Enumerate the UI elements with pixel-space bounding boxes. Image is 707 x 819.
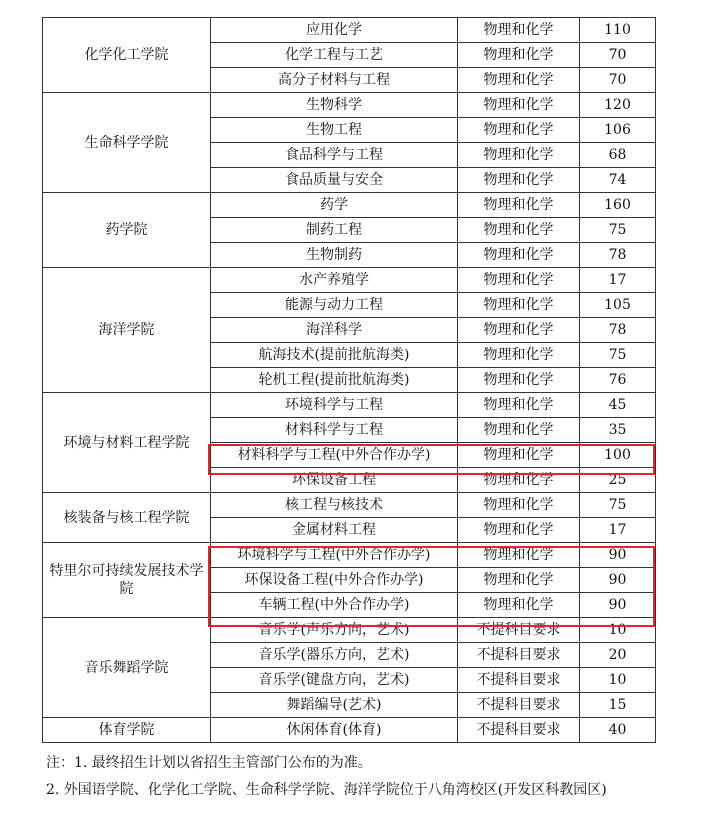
table-row: [43, 268, 656, 293]
subject-requirement: 物理和化学: [458, 568, 580, 593]
enrollment-count: 74: [580, 168, 656, 193]
major-name: 材料科学与工程: [211, 418, 458, 443]
college-name: 音乐舞蹈学院: [43, 618, 211, 718]
subject-requirement: 物理和化学: [458, 168, 580, 193]
subject-requirement: 物理和化学: [458, 343, 580, 368]
enrollment-count: 100: [580, 443, 656, 468]
enrollment-count: 110: [580, 18, 656, 43]
enrollment-count: 75: [580, 218, 656, 243]
major-name: 环保设备工程: [211, 468, 458, 493]
major-name: 环保设备工程(中外合作办学): [211, 568, 458, 593]
enrollment-count: 70: [580, 43, 656, 68]
major-name: 生物制药: [211, 243, 458, 268]
subject-requirement: 物理和化学: [458, 293, 580, 318]
subject-requirement: 不提科目要求: [458, 643, 580, 668]
major-name: 制药工程: [211, 218, 458, 243]
major-name: 环境科学与工程(中外合作办学): [211, 543, 458, 568]
college-name: 环境与材料工程学院: [43, 393, 211, 493]
college-name: 化学化工学院: [43, 18, 211, 93]
subject-requirement: 物理和化学: [458, 468, 580, 493]
major-name: 高分子材料与工程: [211, 68, 458, 93]
subject-requirement: 物理和化学: [458, 193, 580, 218]
subject-requirement: 物理和化学: [458, 218, 580, 243]
college-name: 体育学院: [43, 718, 211, 743]
subject-requirement: 物理和化学: [458, 268, 580, 293]
enrollment-count: 106: [580, 118, 656, 143]
subject-requirement: 物理和化学: [458, 493, 580, 518]
subject-requirement: 物理和化学: [458, 543, 580, 568]
major-name: 音乐学(键盘方向，艺术): [211, 668, 458, 693]
table-row: [43, 543, 656, 568]
college-name: 海洋学院: [43, 268, 211, 393]
major-name: 材料科学与工程(中外合作办学): [211, 443, 458, 468]
enrollment-count: 20: [580, 643, 656, 668]
subject-requirement: 物理和化学: [458, 318, 580, 343]
enrollment-count: 40: [580, 718, 656, 743]
major-name: 能源与动力工程: [211, 293, 458, 318]
major-name: 音乐学(声乐方向，艺术): [211, 618, 458, 643]
enrollment-count: 35: [580, 418, 656, 443]
enrollment-count: 120: [580, 93, 656, 118]
major-name: 生物科学: [211, 93, 458, 118]
major-name: 金属材料工程: [211, 518, 458, 543]
table-row: [43, 493, 656, 518]
enrollment-count: 160: [580, 193, 656, 218]
subject-requirement: 物理和化学: [458, 418, 580, 443]
subject-requirement: 物理和化学: [458, 118, 580, 143]
enrollment-count: 17: [580, 518, 656, 543]
college-name: 药学院: [43, 193, 211, 268]
subject-requirement: 物理和化学: [458, 43, 580, 68]
subject-requirement: 不提科目要求: [458, 693, 580, 718]
table-row: [43, 18, 656, 43]
subject-requirement: 物理和化学: [458, 593, 580, 618]
enrollment-count: 78: [580, 243, 656, 268]
major-name: 应用化学: [211, 18, 458, 43]
major-name: 生物工程: [211, 118, 458, 143]
enrollment-count: 76: [580, 368, 656, 393]
table-row: [43, 618, 656, 643]
major-name: 环境科学与工程: [211, 393, 458, 418]
major-name: 核工程与核技术: [211, 493, 458, 518]
subject-requirement: 物理和化学: [458, 368, 580, 393]
major-name: 化学工程与工艺: [211, 43, 458, 68]
major-name: 食品质量与安全: [211, 168, 458, 193]
subject-requirement: 物理和化学: [458, 443, 580, 468]
footnotes: [46, 750, 607, 804]
major-name: 车辆工程(中外合作办学): [211, 593, 458, 618]
major-name: 航海技术(提前批航海类): [211, 343, 458, 368]
enrollment-count: 105: [580, 293, 656, 318]
subject-requirement: 物理和化学: [458, 143, 580, 168]
table-row: [43, 393, 656, 418]
enrollment-count: 15: [580, 693, 656, 718]
enrollment-count: 17: [580, 268, 656, 293]
subject-requirement: 物理和化学: [458, 93, 580, 118]
enrollment-count: 10: [580, 618, 656, 643]
enrollment-count: 70: [580, 68, 656, 93]
college-name: 生命科学学院: [43, 93, 211, 193]
enrollment-count: 25: [580, 468, 656, 493]
enrollment-count: 45: [580, 393, 656, 418]
subject-requirement: 物理和化学: [458, 18, 580, 43]
major-name: 水产养殖学: [211, 268, 458, 293]
table-row: [43, 718, 656, 743]
major-name: 休闲体育(体育): [211, 718, 458, 743]
subject-requirement: 物理和化学: [458, 518, 580, 543]
enrollment-count: 75: [580, 343, 656, 368]
subject-requirement: 物理和化学: [458, 68, 580, 93]
subject-requirement: 不提科目要求: [458, 718, 580, 743]
major-name: 海洋科学: [211, 318, 458, 343]
enrollment-count: 75: [580, 493, 656, 518]
subject-requirement: 物理和化学: [458, 393, 580, 418]
major-name: 药学: [211, 193, 458, 218]
college-name: 特里尔可持续发展技术学院: [43, 543, 211, 618]
subject-requirement: 物理和化学: [458, 243, 580, 268]
subject-requirement: 不提科目要求: [458, 668, 580, 693]
major-name: 音乐学(器乐方向，艺术): [211, 643, 458, 668]
enrollment-count: 68: [580, 143, 656, 168]
college-name: 核装备与核工程学院: [43, 493, 211, 543]
major-name: 食品科学与工程: [211, 143, 458, 168]
subject-requirement: 不提科目要求: [458, 618, 580, 643]
enrollment-count: 90: [580, 593, 656, 618]
enrollment-count: 90: [580, 568, 656, 593]
major-name: 轮机工程(提前批航海类): [211, 368, 458, 393]
table-row: [43, 193, 656, 218]
major-name: 舞蹈编导(艺术): [211, 693, 458, 718]
enrollment-count: 90: [580, 543, 656, 568]
table-row: [43, 93, 656, 118]
footnote-1: 注：1. 最终招生计划以省招生主管部门公布的为准。: [46, 755, 372, 771]
enrollment-count: 10: [580, 668, 656, 693]
enrollment-plan-table: [42, 17, 656, 743]
enrollment-count: 78: [580, 318, 656, 343]
footnote-2: 2. 外国语学院、化学化工学院、生命科学学院、海洋学院位于八角湾校区(开发区科教园区): [46, 782, 607, 798]
